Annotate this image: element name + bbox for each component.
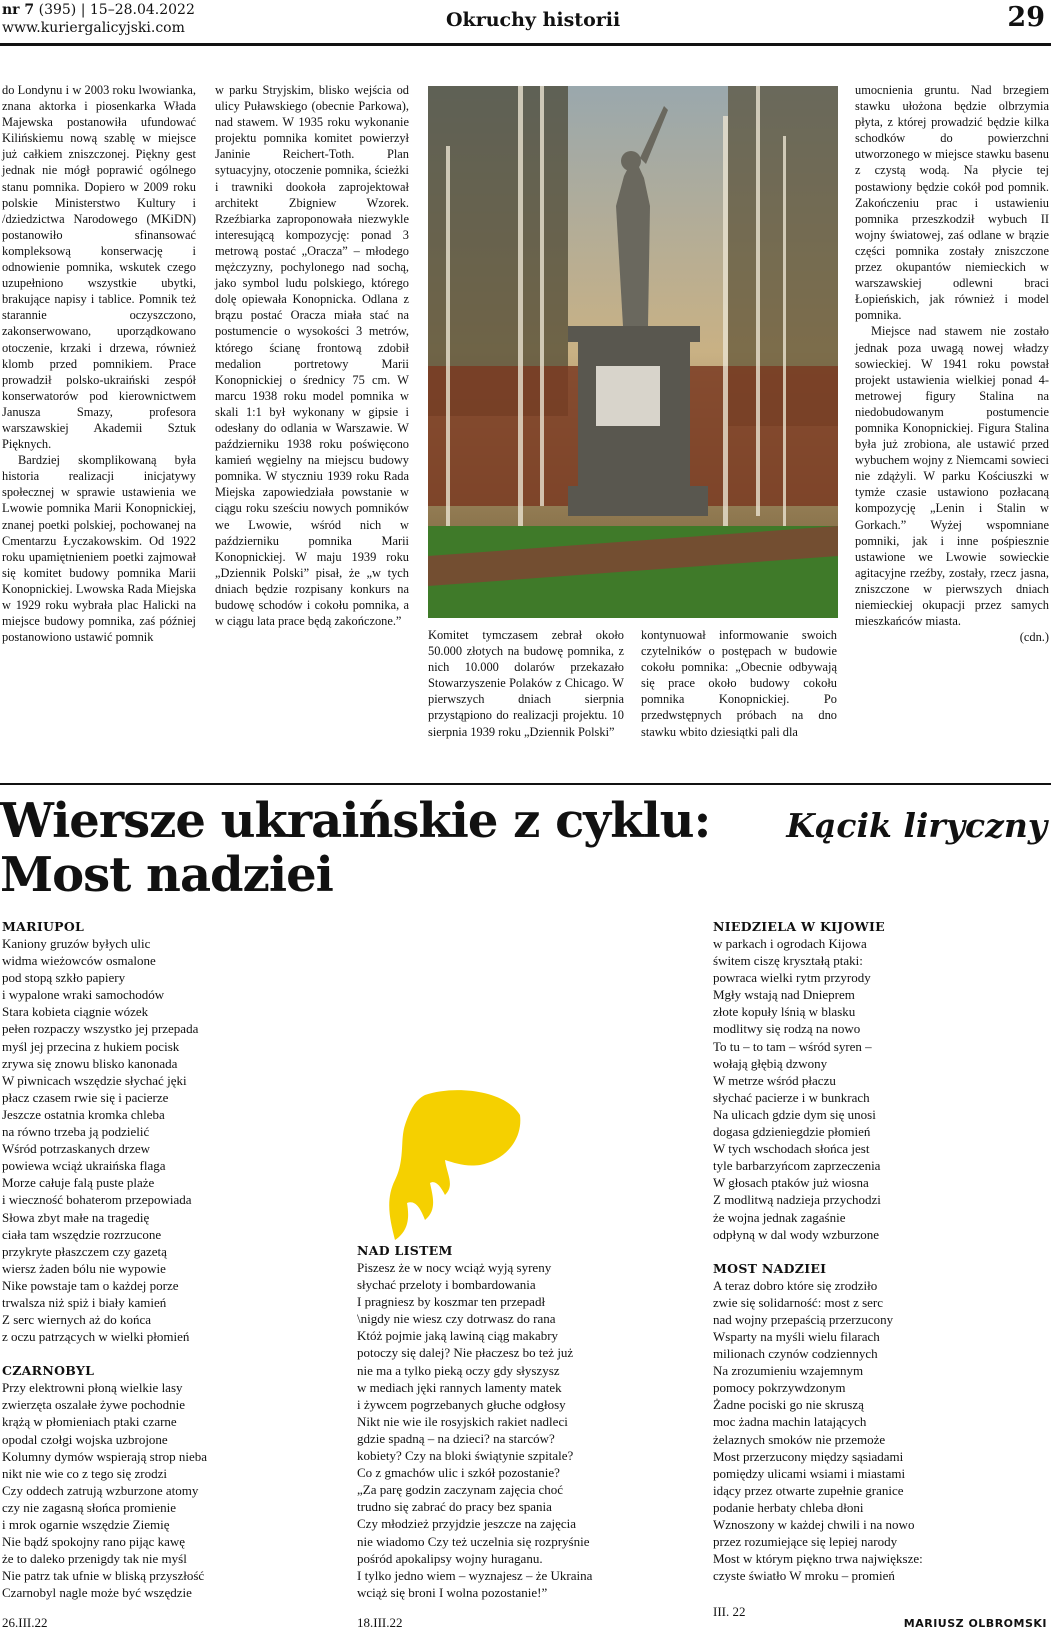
poem-line: opodal czołgi wojska uzbrojone xyxy=(2,1431,168,1447)
page-number: 29 xyxy=(1007,2,1045,33)
poem-line: nie ma a tylko pieką oczy gdy słyszysz xyxy=(357,1362,560,1378)
poem-line: tyle barbarzyńcom zaprzeczenia xyxy=(713,1158,881,1174)
author-name: MARIUSZ OLBROMSKI xyxy=(903,1617,1047,1630)
continued-note: (cdn.) xyxy=(1019,630,1049,645)
poem-line: Czy oddech zatrują wzburzone atomy xyxy=(2,1482,199,1498)
poem-line: że wojna jednak zagaśnie xyxy=(713,1209,846,1225)
poem-line: Czarnobyl nagle może być wszędzie xyxy=(2,1585,192,1601)
poem-line: gdzie spadną – na dzieci? na starców? xyxy=(357,1430,555,1446)
poem-line: słychać przeloty i bombardowania xyxy=(357,1277,536,1293)
poem-line: żelaznych smoków nie przemoże xyxy=(713,1431,886,1447)
paragraph: Miejsce nad stawem nie zostało jednak poza uwagą nowej władzy sowieckiej. W 1941 roku powstał projekt ustawienia wielkiej ponad 4-metrowej figury Stalina na niedobudowanym postumencie pomnika Konopnickiej. Figura Stalina była już zrobiona, ale ustawić przed wybuchem wojny z Niemcami sowieci nie zdążyli. W parku Kościuszki w tymże czasie ustawiono pozłacaną kompozycję „Lenin i Stalin w Gorkach.” Wyżej wspomniane pomniki, jak i inne pośpiesznie ustawione we Lwowie sowieckie agitacyjne rzeźby, zostały, rzecz jasna, zniszczone w pierwszych dniach niemieckiej okupacji przez samych mieszkańców miasta. xyxy=(855,324,1049,629)
poem-title-czarnobyl: CZARNOBYL xyxy=(2,1363,95,1379)
poem-line: odpłyną w dal wody wzburzone xyxy=(713,1226,880,1242)
poem-line: I pragniesz by koszmar ten przepadł xyxy=(357,1294,546,1310)
poem-title-nad-listem: NAD LISTEM xyxy=(357,1243,453,1258)
poem-line: To tu – to tam – wśród syren – xyxy=(713,1038,872,1054)
poem-line: powiewa wciąż ukraińska flaga xyxy=(2,1158,166,1174)
poem-line: dogasa gdzieniegdzie płomień xyxy=(713,1124,871,1140)
poems-headline xyxy=(0,794,760,902)
poem-line: i żywcem pogrzebanych głuche odgłosy xyxy=(357,1396,566,1412)
poem-line: wiersz żaden bólu nie wypowie xyxy=(2,1260,166,1276)
poem-line: pełen rozpaczy wszystko jej przepada xyxy=(2,1021,199,1037)
poem-line: złote kopuły lśnią w blasku xyxy=(713,1004,856,1020)
poem-date: 18.III.22 xyxy=(357,1615,403,1630)
poem-line: Nie bądź spokojny rano pijąc kawę xyxy=(2,1534,186,1550)
poem-line: płacz czasem rwie się i pacierze xyxy=(2,1089,169,1105)
poem-line: pomocy pokrzywdzonym xyxy=(713,1380,846,1396)
poem-line: zrywa się znowu blisko kanonada xyxy=(2,1055,178,1071)
poem-line: Mgły wstają nad Dnieprem xyxy=(713,987,855,1003)
poem-line: trwalsza niż spiż i biały kamień xyxy=(2,1294,167,1310)
poem-line: Piszesz że w nocy wciąż wyją syreny xyxy=(357,1260,552,1275)
section-divider xyxy=(0,783,1051,785)
poem-line: słychać pacierze i w bunkrach xyxy=(713,1089,870,1105)
poem-line: Żadne pociski go nie skruszą xyxy=(713,1397,864,1413)
poem-date: 26.III.22 xyxy=(2,1615,48,1630)
column-label: Kącik liryczny xyxy=(786,806,1047,845)
poem-line: Czy młodzież przyjdzie jeszcze na zajęcia xyxy=(357,1516,577,1532)
poem-body-czarnobyl xyxy=(2,1379,332,1601)
issue-number: nr 7 (395) | 15–28.04.2022 xyxy=(2,2,195,18)
poem-line: przykryte płaszczem czy gazetą xyxy=(2,1243,167,1259)
poem-line: milionach czynów codziennych xyxy=(713,1346,878,1362)
article-column-3 xyxy=(428,627,624,740)
poem-column-middle xyxy=(357,1242,687,1601)
headline-line-2: Most nadziei xyxy=(0,847,333,903)
poem-line: Wśród potrzaskanych drzew xyxy=(2,1141,150,1157)
poem-line: i mrok ogarnie wszędzie Ziemię xyxy=(2,1517,170,1532)
poem-line: z oczu patrzących w wielki płomień xyxy=(2,1329,190,1345)
article-column-1 xyxy=(2,82,196,645)
website-url[interactable]: www.kuriergalicyjski.com xyxy=(2,20,185,36)
poem-column-right xyxy=(713,918,1048,1584)
poem-line: Z serc wiernych aż do końca xyxy=(2,1312,152,1328)
poem-line: że to daleko przenigdy tak nie myśl xyxy=(2,1551,187,1567)
poem-line: Nikt nie wie ile rosyjskich rakiet nadleci xyxy=(357,1413,568,1429)
poem-body-most xyxy=(713,1277,1048,1585)
poem-line: nie wiadomo Czy też uczelnia się rozpryśnie xyxy=(357,1533,590,1549)
poem-line: Kaniony gruzów byłych ulic xyxy=(2,936,151,951)
poem-line: na równo trzeba ją podzielić xyxy=(2,1124,150,1140)
poem-line: Słowa zbyt małe na tragedię xyxy=(2,1209,150,1225)
poem-line: pośród apokalipsy wojny huraganu. xyxy=(357,1550,543,1566)
poem-title-most: MOST NADZIEI xyxy=(713,1260,827,1276)
poem-line: Stara kobieta ciągnie wózek xyxy=(2,1004,149,1020)
poem-line: Przy elektrowni płoną wielkie lasy xyxy=(2,1380,183,1396)
poem-line: powraca wielki rytm przyrody xyxy=(713,970,871,986)
paragraph: kontynuował informowanie swoich czytelników o postępach w budowie cokołu pomnika: „Obecnie odbywają się prace około budowy cokołu pomnika Konopnickiej. Po przedwstępnych próbach na dno stawku wbito dziesiątki pali dla xyxy=(641,628,837,739)
poem-line: widma wieżowców osmalone xyxy=(2,953,156,969)
poem-line: przez rozumiejące się lepiej narody xyxy=(713,1534,898,1550)
poem-line: I tylko jedno wiem – wyznajesz – że Ukraina xyxy=(357,1567,593,1583)
poem-line: myśl jej przecina z hukiem pocisk xyxy=(2,1038,180,1054)
article-column-5 xyxy=(855,82,1049,645)
poem-line: Nie patrz tak ufnie w bliską przyszłość xyxy=(2,1568,205,1584)
poem-line: i wieczność bohaterom przepowiada xyxy=(2,1192,192,1208)
poem-line: Most w którym piękno trwa największe: xyxy=(713,1551,923,1567)
poem-body-mariupol xyxy=(2,935,332,1345)
poem-line: Most przerzucony między sąsiadami xyxy=(713,1448,904,1464)
poem-line: Kolumny dymów wspierają strop nieba xyxy=(2,1448,208,1464)
poem-line: w parkach i ogrodach Kijowa xyxy=(713,936,867,951)
poem-title-mariupol: MARIUPOL xyxy=(2,919,85,934)
poem-line: W piwnicach wszędzie słychać jęki xyxy=(2,1072,187,1088)
poem-line: krążą w płomieniach ptaki czarne xyxy=(2,1414,177,1430)
yellow-bird-illustration xyxy=(385,1085,525,1245)
paragraph: Bardziej skomplikowaną była historia realizacji inicjatywy społecznej w sprawie ustawienia we Lwowie pomnika Marii Konopnickiej, znanej poetki polskiej, pochowanej na Cmentarzu Łyczakowskim. Od 1922 roku upamiętnieniem poetki zajmował się komitet budowy pomnika Marii Konopnickiej. Lwowska Rada Miejska w 1929 roku wybrała plac Halicki na miejsce budowy pomnika, zaś później postanowiono ustawić pomnik xyxy=(2,453,196,645)
poem-body-nad-listem xyxy=(357,1259,687,1601)
poem-line: kobiety? Czy na bloki świątynie szpitale? xyxy=(357,1448,574,1464)
poem-line: Morze całuje falą puste plaże xyxy=(2,1175,155,1191)
article-column-2 xyxy=(215,82,409,629)
poem-line: Wznoszony w każdej chwili i na nowo xyxy=(713,1517,915,1532)
poem-line: czy nie zagasną słońca promienie xyxy=(2,1499,176,1515)
poem-line: nad wojny przepaścią przerzucony xyxy=(713,1311,894,1327)
poem-line: \nigdy nie wiesz czy dotrwasz do rana xyxy=(357,1311,556,1327)
poem-line: czyste światło W mroku – promień xyxy=(713,1568,895,1584)
poem-line: moc żadna machin latających xyxy=(713,1414,867,1430)
poem-line: w mediach jęki rannych lamenty matek xyxy=(357,1379,562,1395)
paragraph: Komitet tymczasem zebrał około 50.000 złotych na budowę pomnika, z nich 10.000 dolarów przekazało Stowarzyszenie Polaków z Chicago. W pierwszych dniach sierpnia przystąpiono do realizacji projektu. 10 sierpnia 1939 roku „Dziennik Polski” xyxy=(428,628,624,739)
poem-line: wciąż się broni I wolna pozostanie!” xyxy=(357,1584,548,1600)
poem-line: Jeszcze ostatnia kromka chleba xyxy=(2,1106,165,1122)
poem-line: modlitwy się rodzą na nowo xyxy=(713,1021,861,1037)
poem-date: III. 22 xyxy=(713,1604,746,1619)
poem-line: W tych wschodach słońca jest xyxy=(713,1141,870,1157)
paragraph: w parku Stryjskim, blisko wejścia od ulicy Puławskiego (obecnie Parkowa), nad stawem. W 1935 roku wykonanie projektu pomnika komitet powierzył Janinie Reichert-Toth. Plan sytuacyjny, otoczenie pomnika, ścieżki i trawniki dookoła zaprojektował architekt Zbigniew Wzorek. Rzeźbiarka zaproponowała niezwykle interesującą kompozycję: ponad 3 metrową postać „Oracza” – młodego mężczyzny, pochylonego nad sochą, jako symbol ludu polskiego, którego dolę opiewała Konopnicka. Odlana z brązu postać Oracza miała stać na postumencie o wysokości 3 metrów, którego ścianę frontową zdobił medalion portretowy Marii Konopnickiej o średnicy 75 cm. W marcu 1938 roku model pomnika w skali 1:1 był wykonany w gipsie i odesłany do odlania w Warszawie. W październiku 1938 roku poświęcono kamień węgielny na miejscu budowy pomnika. W styczniu 1939 roku Rada Miejska zapowiedziała powstanie w ciągu roku sześciu nowych pomników we Lwowie, wśród nich w październiku pomnika Marii Konopnickiej. W maju 1939 roku „Dziennik Polski” pisał, że „w tych dniach będzie rozpisany konkurs na budowę schodów i cokołu pomnika, a w ciągu lata prace będą zakończone.” xyxy=(215,83,409,629)
poem-line: W głosach ptaków już wiosna xyxy=(713,1175,869,1191)
poem-line: świtem ciszę kryształą ptaki: xyxy=(713,953,863,969)
poem-line: pod stopą szkło papiery xyxy=(2,970,126,986)
monument-photo xyxy=(428,86,838,618)
poem-line: Z modlitwą nadzieja przychodzi xyxy=(713,1192,881,1208)
poem-column-left xyxy=(2,918,332,1601)
section-title: Okruchy historii xyxy=(446,9,621,31)
poem-line: W metrze wśród płaczu xyxy=(713,1072,836,1088)
poem-line: Wsparty na myśli wielu filarach xyxy=(713,1328,880,1344)
poem-line: nikt nie wie co z tego się zrodzi xyxy=(2,1465,167,1481)
poem-line: pomiędzy ulicami wsiami i miastami xyxy=(713,1465,906,1481)
poem-line: wołają głębią dzwony xyxy=(713,1055,828,1071)
headline-line-1: Wiersze ukraińskie z cyklu: xyxy=(0,793,711,849)
poem-line: Któż pojmie jaką lawiną ciąg makabry xyxy=(357,1328,559,1344)
poem-body-niedziela xyxy=(713,935,1048,1243)
paragraph: do Londynu i w 2003 roku lwowianka, znana aktorka i piosenkarka Włada Majewska postanowiła ufundować Kilińskiemu nową szablę w miejsce już całkiem zniszczonej. Piękny gest jednak nie mógł poprawić ogólnego stanu pomnika. Dopiero w 2009 roku polskie Ministerstwo Kultury i /dziedzictwa Narodowego (MKiDN) postanowiło sfinansować kompleksową konserwację i odnowienie pomnika, wskutek czego uzupełniono wszystkie ubytki, brakujące napisy i tablice. Pomnik też starannie oczyszczono, zakonserwowano, uporządkowano otoczenie, krzaki i drzewa, również klomb przed pomnikiem. Prace prowadził polsko-ukraiński zespół konserwatorów pod kierownictwem Janusza Smazy, profesora warszawskiej Akademii Sztuk Pięknych. xyxy=(2,83,196,452)
poem-line: podanie herbaty chleba dłoni xyxy=(713,1499,864,1515)
poem-line: Nike powstaje tam o każdej porze xyxy=(2,1277,179,1293)
poem-line: „Za parę godzin zaczynam zajęcia choć xyxy=(357,1482,564,1498)
poem-line: A teraz dobro które się zrodziło xyxy=(713,1277,878,1293)
poem-title-niedziela: NIEDZIELA W KIJOWIE xyxy=(713,919,885,934)
poem-line: Na zrozumieniu wzajemnym xyxy=(713,1363,864,1379)
paragraph: umocnienia gruntu. Nad brzegiem stawku ułożona będzie olbrzymia płyta, z której prowadzić będzie kilka schodków do powierzchni utworzonego w miejsce stawku basenu z czystą wodą. Na płycie tej postawiony będzie cokół pod pomnik. Zakończeniu prac i ustawieniu pomnika przeszkodził wybuch II wojny światowej, zaś odlane w brązie części pomnika zostały zniszczone przez okupantów niemieckich w warszawskiej odlewni braci Łopieńskich, jak również i model pomnika. xyxy=(855,83,1049,323)
page-header xyxy=(0,0,1051,46)
poem-line: idący przez otwarte zupełnie granice xyxy=(713,1482,904,1498)
poem-line: zwierzęta oszalałe żywe pochodnie xyxy=(2,1397,185,1413)
poem-line: Na ulicach gdzie dym się unosi xyxy=(713,1106,876,1122)
poem-line: trudno się zabrać do pracy bez spania xyxy=(357,1499,552,1515)
poem-line: zwie się solidarność: most z serc xyxy=(713,1294,884,1310)
article-column-4 xyxy=(641,627,837,740)
poem-line: i wypalone wraki samochodów xyxy=(2,987,165,1003)
poem-line: ciała tam wszędzie rozrzucone xyxy=(2,1226,162,1242)
poem-line: Co z gmachów ulic i szkół pozostanie? xyxy=(357,1465,560,1481)
poem-line: potoczy się dalej? Nie płaczesz bo też już xyxy=(357,1345,574,1361)
